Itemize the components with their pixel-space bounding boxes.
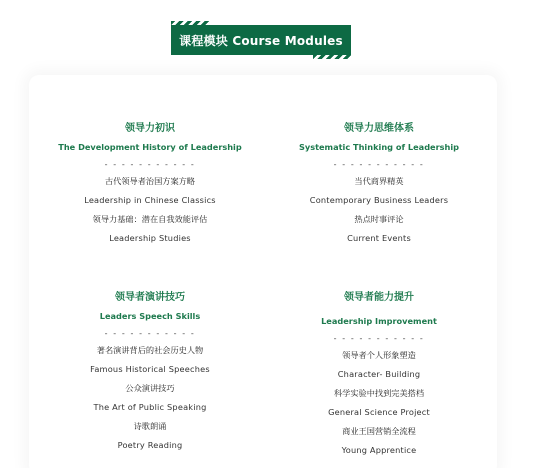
module-item: 诗歌朗诵: [133, 421, 167, 431]
module-leadership-intro: [40, 120, 260, 248]
module-title-cn: 领导者演讲技巧: [115, 292, 185, 303]
module-item: 领导力基础：潜在自我效能评估: [92, 214, 208, 224]
module-title-cn: 领导者能力提升: [344, 292, 414, 303]
module-item: Leadership in Chinese Classics: [84, 195, 216, 205]
module-item: 科学实验中找到完美搭档: [333, 388, 425, 398]
module-item: Famous Historical Speeches: [90, 364, 210, 374]
module-item: 领导者个人形象塑造: [342, 350, 416, 360]
module-item: 公众演讲技巧: [125, 383, 175, 393]
section-title-badge: [171, 25, 351, 55]
module-title-en: Leadership Improvement: [321, 316, 437, 326]
module-separator: - - - - - - - - - - -: [104, 329, 196, 338]
module-item: Leadership Studies: [109, 233, 191, 243]
module-separator: - - - - - - - - - - -: [333, 334, 425, 343]
module-title-cn: 领导力思维体系: [344, 123, 414, 134]
module-item: General Science Project: [328, 407, 430, 417]
module-item: Contemporary Business Leaders: [309, 195, 449, 205]
module-speech-skills: [40, 289, 260, 455]
section-title: 课程模块 Course Modules: [179, 33, 343, 48]
module-item: 当代商界精英: [354, 176, 404, 186]
module-title-en: Leaders Speech Skills: [99, 311, 201, 321]
module-item: Current Events: [347, 233, 411, 243]
module-item: Character- Building: [337, 369, 421, 379]
module-title-en: The Development History of Leadership: [58, 142, 242, 152]
module-item: The Art of Public Speaking: [93, 402, 207, 412]
badge-stripe-decoration: [313, 55, 351, 59]
module-item: 古代领导者治国方案方略: [104, 176, 196, 186]
module-item: 热点时事评论: [354, 214, 404, 224]
module-separator: - - - - - - - - - - -: [333, 160, 425, 169]
module-title-cn: 领导力初识: [125, 123, 175, 134]
module-separator: - - - - - - - - - - -: [104, 160, 196, 169]
module-item: Poetry Reading: [117, 440, 183, 450]
module-title-en: Systematic Thinking of Leadership: [298, 142, 460, 152]
module-leadership-improvement: [269, 289, 489, 460]
module-item: 著名演讲背后的社会历史人物: [96, 345, 204, 355]
module-item: 商业王国营销全流程: [342, 426, 416, 436]
module-item: Young Apprentice: [341, 445, 417, 455]
module-leadership-thinking: [269, 120, 489, 248]
